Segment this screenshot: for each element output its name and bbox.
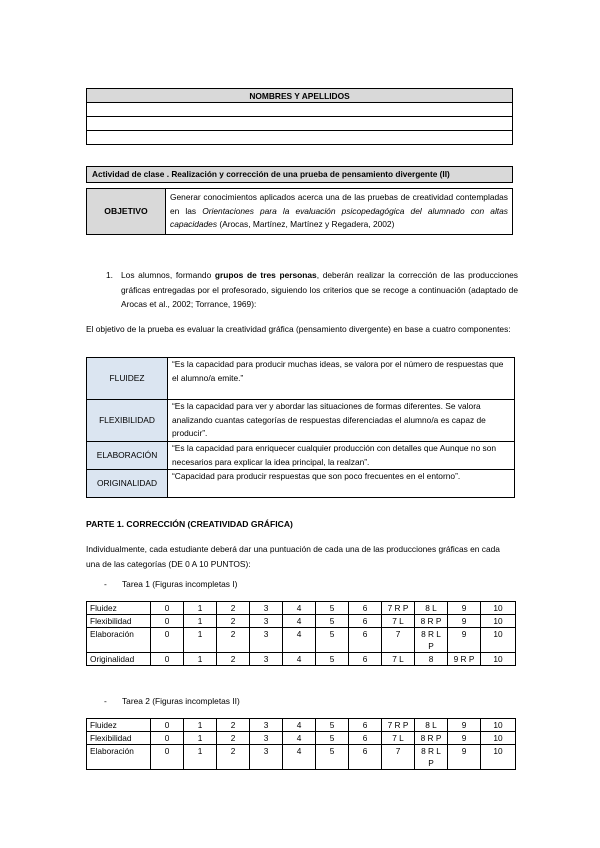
score-cell[interactable]: 3 bbox=[250, 615, 283, 628]
score-cell[interactable]: 10 bbox=[481, 732, 516, 745]
score-cell[interactable]: 10 bbox=[481, 615, 516, 628]
task2-title bbox=[104, 696, 240, 706]
score-cell[interactable]: 8 R L P bbox=[415, 745, 448, 770]
task2-dash: - bbox=[104, 696, 107, 706]
score-cell[interactable]: 4 bbox=[283, 602, 316, 615]
objective-text bbox=[166, 189, 513, 235]
score-cell[interactable]: 5 bbox=[316, 732, 349, 745]
score-cell[interactable]: 5 bbox=[316, 653, 349, 666]
component-label: FLUIDEZ bbox=[87, 358, 168, 400]
name-row[interactable] bbox=[87, 131, 513, 145]
score-cell[interactable]: 8 R L P bbox=[415, 628, 448, 653]
score-cell[interactable]: 3 bbox=[250, 745, 283, 770]
score-cell[interactable]: 3 bbox=[250, 719, 283, 732]
score-cell[interactable]: 7 R P bbox=[382, 602, 415, 615]
score-cell[interactable]: 5 bbox=[316, 719, 349, 732]
score-cell[interactable]: 8 R P bbox=[415, 732, 448, 745]
score-cell[interactable]: 10 bbox=[481, 653, 516, 666]
score-cell[interactable]: 7 L bbox=[382, 732, 415, 745]
criterion: Originalidad bbox=[87, 653, 151, 666]
criterion: Flexibilidad bbox=[87, 732, 151, 745]
task1-dash: - bbox=[104, 579, 107, 589]
objective-text-after: (Arocas, Martínez, Martínez y Regadera, 2002) bbox=[217, 219, 395, 229]
score-cell[interactable]: 9 bbox=[448, 732, 481, 745]
score-cell[interactable]: 0 bbox=[151, 615, 184, 628]
score-cell[interactable]: 9 bbox=[448, 615, 481, 628]
component-label: ORIGINALIDAD bbox=[87, 470, 168, 498]
instruction-text-before: Los alumnos, formando bbox=[121, 270, 215, 280]
score-cell[interactable]: 1 bbox=[184, 615, 217, 628]
score-cell[interactable]: 5 bbox=[316, 628, 349, 653]
score-cell[interactable]: 9 bbox=[448, 602, 481, 615]
criterion: Fluidez bbox=[87, 602, 151, 615]
score-cell[interactable]: 7 L bbox=[382, 615, 415, 628]
score-cell[interactable]: 10 bbox=[481, 628, 516, 653]
score-cell[interactable]: 6 bbox=[349, 615, 382, 628]
score-cell[interactable]: 0 bbox=[151, 653, 184, 666]
score-cell[interactable]: 0 bbox=[151, 628, 184, 653]
component-text: “Es la capacidad para enriquecer cualquier producción con detalles que Aunque no son necesarios para explicar la idea principal, la realzan”. bbox=[168, 442, 515, 470]
score-cell[interactable]: 2 bbox=[217, 602, 250, 615]
score-cell[interactable]: 9 bbox=[448, 628, 481, 653]
score-cell[interactable]: 9 bbox=[448, 745, 481, 770]
score-cell[interactable]: 6 bbox=[349, 719, 382, 732]
objective-table bbox=[86, 188, 513, 235]
score-cell[interactable]: 4 bbox=[283, 615, 316, 628]
score-cell[interactable]: 8 L bbox=[415, 602, 448, 615]
instruction-text-after: , deberán realizar la corrección de las producciones gráficas entregadas por el profesorado, siguiendo los criterios que se recoge a continuación (adaptado de Arocas et al., 2002; Torrance, 1969): bbox=[121, 270, 518, 309]
score-cell[interactable]: 2 bbox=[217, 628, 250, 653]
score-cell[interactable]: 0 bbox=[151, 602, 184, 615]
part1-title: PARTE 1. CORRECCIÓN (CREATIVIDAD GRÁFICA) bbox=[86, 519, 293, 529]
score-cell[interactable]: 0 bbox=[151, 745, 184, 770]
instruction-item bbox=[106, 268, 518, 312]
score-cell[interactable]: 2 bbox=[217, 653, 250, 666]
individual-instructions: Individualmente, cada estudiante deberá dar una puntuación de cada una de las producciones gráficas en cada una de las categorías (DE 0 A 10 PUNTOS): bbox=[86, 544, 500, 569]
score-cell[interactable]: 5 bbox=[316, 615, 349, 628]
task2-title-text: Tarea 2 (Figuras incompletas II) bbox=[122, 696, 240, 706]
score-row-originalidad bbox=[87, 653, 516, 666]
score-cell[interactable]: 8 bbox=[415, 653, 448, 666]
task1-score-table bbox=[86, 601, 516, 666]
criterion: Elaboración bbox=[87, 745, 151, 770]
component-text: “Es la capacidad para producir muchas ideas, se valora por el número de respuestas que el alumno/a emite.” bbox=[168, 358, 515, 400]
score-cell[interactable]: 6 bbox=[349, 628, 382, 653]
component-label: ELABORACIÓN bbox=[87, 442, 168, 470]
names-table bbox=[86, 88, 513, 145]
score-cell[interactable]: 1 bbox=[184, 602, 217, 615]
component-text: “Es la capacidad para ver y abordar las situaciones de formas diferentes. Se valora analizando cuantas categorías de respuestas diferenciadas el alumno/a es capaz de producir”. bbox=[168, 400, 515, 442]
score-cell[interactable]: 2 bbox=[217, 732, 250, 745]
score-cell[interactable]: 1 bbox=[184, 719, 217, 732]
score-cell[interactable]: 3 bbox=[250, 732, 283, 745]
component-text: “Capacidad para producir respuestas que son poco frecuentes en el entorno”. bbox=[168, 470, 515, 498]
instruction-text-bold: grupos de tres personas bbox=[214, 270, 317, 280]
score-cell[interactable]: 7 R P bbox=[382, 719, 415, 732]
score-cell[interactable]: 8 L bbox=[415, 719, 448, 732]
score-cell[interactable]: 4 bbox=[283, 719, 316, 732]
score-row-flexibilidad bbox=[87, 732, 516, 745]
objective-text-italic: Orientaciones para la evaluación psicopedagógica del alumnado con altas capacidades bbox=[170, 205, 508, 229]
score-cell[interactable]: 7 L bbox=[382, 653, 415, 666]
activity-title: Actividad de clase . Realización y corrección de una prueba de pensamiento divergente (II) bbox=[86, 166, 513, 183]
score-cell[interactable]: 6 bbox=[349, 745, 382, 770]
score-cell[interactable]: 3 bbox=[250, 653, 283, 666]
names-header: NOMBRES Y APELLIDOS bbox=[87, 89, 513, 103]
score-cell[interactable]: 1 bbox=[184, 732, 217, 745]
score-row-fluidez bbox=[87, 602, 516, 615]
score-cell[interactable]: 1 bbox=[184, 745, 217, 770]
score-cell[interactable]: 7 bbox=[382, 628, 415, 653]
score-row-elaboracion bbox=[87, 745, 516, 770]
score-cell[interactable]: 6 bbox=[349, 602, 382, 615]
score-cell[interactable]: 4 bbox=[283, 653, 316, 666]
score-cell[interactable]: 5 bbox=[316, 745, 349, 770]
score-cell[interactable]: 0 bbox=[151, 719, 184, 732]
score-row-fluidez bbox=[87, 719, 516, 732]
objective-label: OBJETIVO bbox=[87, 189, 166, 235]
components-table bbox=[86, 357, 515, 498]
score-cell[interactable]: 10 bbox=[481, 602, 516, 615]
criterion: Fluidez bbox=[87, 719, 151, 732]
score-cell[interactable]: 6 bbox=[349, 653, 382, 666]
score-cell[interactable]: 2 bbox=[217, 719, 250, 732]
score-cell[interactable]: 5 bbox=[316, 602, 349, 615]
task2-score-table bbox=[86, 718, 516, 770]
score-cell[interactable]: 1 bbox=[184, 653, 217, 666]
score-row-flexibilidad bbox=[87, 615, 516, 628]
score-cell[interactable]: 8 R P bbox=[415, 615, 448, 628]
score-cell[interactable]: 9 R P bbox=[448, 653, 481, 666]
score-cell[interactable]: 0 bbox=[151, 732, 184, 745]
score-cell[interactable]: 3 bbox=[250, 628, 283, 653]
score-cell[interactable]: 2 bbox=[217, 745, 250, 770]
component-label: FLEXIBILIDAD bbox=[87, 400, 168, 442]
score-cell[interactable]: 3 bbox=[250, 602, 283, 615]
task1-title-text: Tarea 1 (Figuras incompletas I) bbox=[122, 579, 238, 589]
score-row-elaboracion bbox=[87, 628, 516, 653]
score-cell[interactable]: 4 bbox=[283, 745, 316, 770]
score-cell[interactable]: 1 bbox=[184, 628, 217, 653]
objective-text-before: Generar conocimientos aplicados acerca una de las pruebas de creatividad contempladas en las bbox=[170, 192, 508, 216]
task1-title bbox=[104, 579, 237, 589]
score-cell[interactable]: 4 bbox=[283, 628, 316, 653]
score-cell[interactable]: 10 bbox=[481, 745, 516, 770]
name-row[interactable] bbox=[87, 117, 513, 131]
score-cell[interactable]: 9 bbox=[448, 719, 481, 732]
score-cell[interactable]: 4 bbox=[283, 732, 316, 745]
score-cell[interactable]: 7 bbox=[382, 745, 415, 770]
score-cell[interactable]: 10 bbox=[481, 719, 516, 732]
score-cell[interactable]: 2 bbox=[217, 615, 250, 628]
instruction-number: 1. bbox=[106, 270, 113, 280]
intro-paragraph: El objetivo de la prueba es evaluar la creatividad gráfica (pensamiento divergente) en base a cuatro componentes: bbox=[86, 324, 511, 334]
criterion: Elaboración bbox=[87, 628, 151, 653]
criterion: Flexibilidad bbox=[87, 615, 151, 628]
score-cell[interactable]: 6 bbox=[349, 732, 382, 745]
name-row[interactable] bbox=[87, 103, 513, 117]
